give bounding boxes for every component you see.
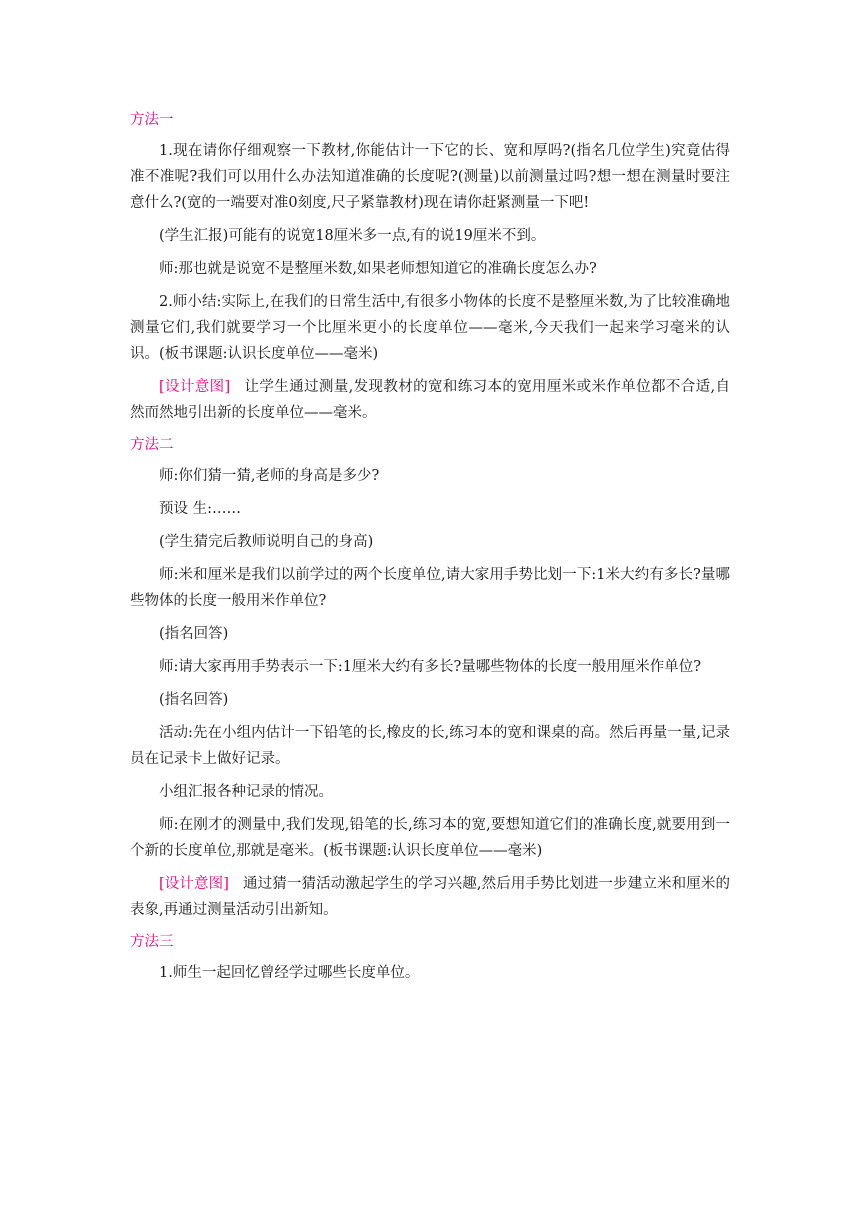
method-1-paragraph-2: (学生汇报)可能有的说宽18厘米多一点,有的说19厘米不到。 bbox=[159, 228, 546, 244]
method-1-paragraph-3: 师:那也就是说宽不是整厘米数,如果老师想知道它的准确长度怎么办? bbox=[159, 261, 597, 277]
method-2-paragraph-6: 师:请大家再用手势表示一下:1厘米大约有多长?量哪些物体的长度一般用厘米作单位? bbox=[159, 659, 702, 675]
method-1-design-intent bbox=[130, 374, 730, 426]
method-1-heading: 方法一 bbox=[130, 112, 174, 128]
method-2-paragraph-4: 师:米和厘米是我们以前学过的两个长度单位,请大家用手势比划一下:1米大约有多长?量哪些物体的长度一般用米作单位? bbox=[130, 567, 730, 609]
method-2-paragraph-10: 师:在刚才的测量中,我们发现,铅笔的长,练习本的宽,要想知道它们的准确长度,就要用到一个新的长度单位,那就是毫米。(板书课题:认识长度单位——毫米) bbox=[130, 817, 730, 859]
method-2-paragraph-5: (指名回答) bbox=[159, 626, 229, 642]
method-2-paragraph-7: (指名回答) bbox=[159, 692, 229, 708]
design-intent-tag: [设计意图] bbox=[159, 379, 231, 395]
method-2-paragraph-1: 师:你们猜一猜,老师的身高是多少? bbox=[159, 468, 380, 484]
design-intent-tag: [设计意图] bbox=[159, 876, 229, 892]
method-3-heading: 方法三 bbox=[130, 934, 174, 950]
document-content bbox=[130, 108, 730, 993]
method-1-paragraph-4: 2.师小结:实际上,在我们的日常生活中,有很多小物体的长度不是整厘米数,为了比较准确地测量它们,我们就要学习一个比厘米更小的长度单位——毫米,今天我们一起来学习毫米的认识。(板书课题:认识长度单位——毫米) bbox=[130, 294, 730, 362]
method-2-paragraph-8: 活动:先在小组内估计一下铅笔的长,橡皮的长,练习本的宽和课桌的高。然后再量一量,记录员在记录卡上做好记录。 bbox=[130, 725, 730, 767]
method-2-paragraph-9: 小组汇报各种记录的情况。 bbox=[159, 784, 333, 800]
method-2-paragraph-3: (学生猜完后教师说明自己的身高) bbox=[159, 534, 374, 550]
method-1-paragraph-1: 1.现在请你仔细观察一下教材,你能估计一下它的长、宽和厚吗?(指名几位学生)究竟估得准不准呢?我们可以用什么办法知道准确的长度呢?(测量)以前测量过吗?想一想在测量时要注意什么?(宽的一端要对准0刻度,尺子紧靠教材)现在请你赶紧测量一下吧! bbox=[130, 143, 730, 211]
method-2-design-intent bbox=[130, 871, 730, 923]
method-3-paragraph-1: 1.师生一起回忆曾经学过哪些长度单位。 bbox=[159, 965, 420, 981]
method-2-heading: 方法二 bbox=[130, 437, 174, 453]
design-intent-text: 让学生通过测量,发现教材的宽和练习本的宽用厘米或米作单位都不合适,自然而然地引出新的长度单位——毫米。 bbox=[130, 379, 730, 421]
method-2-paragraph-2: 预设 生:…… bbox=[159, 501, 241, 517]
design-intent-text: 通过猜一猜活动激起学生的学习兴趣,然后用手势比划进一步建立米和厘米的表象,再通过测量活动引出新知。 bbox=[130, 876, 730, 918]
